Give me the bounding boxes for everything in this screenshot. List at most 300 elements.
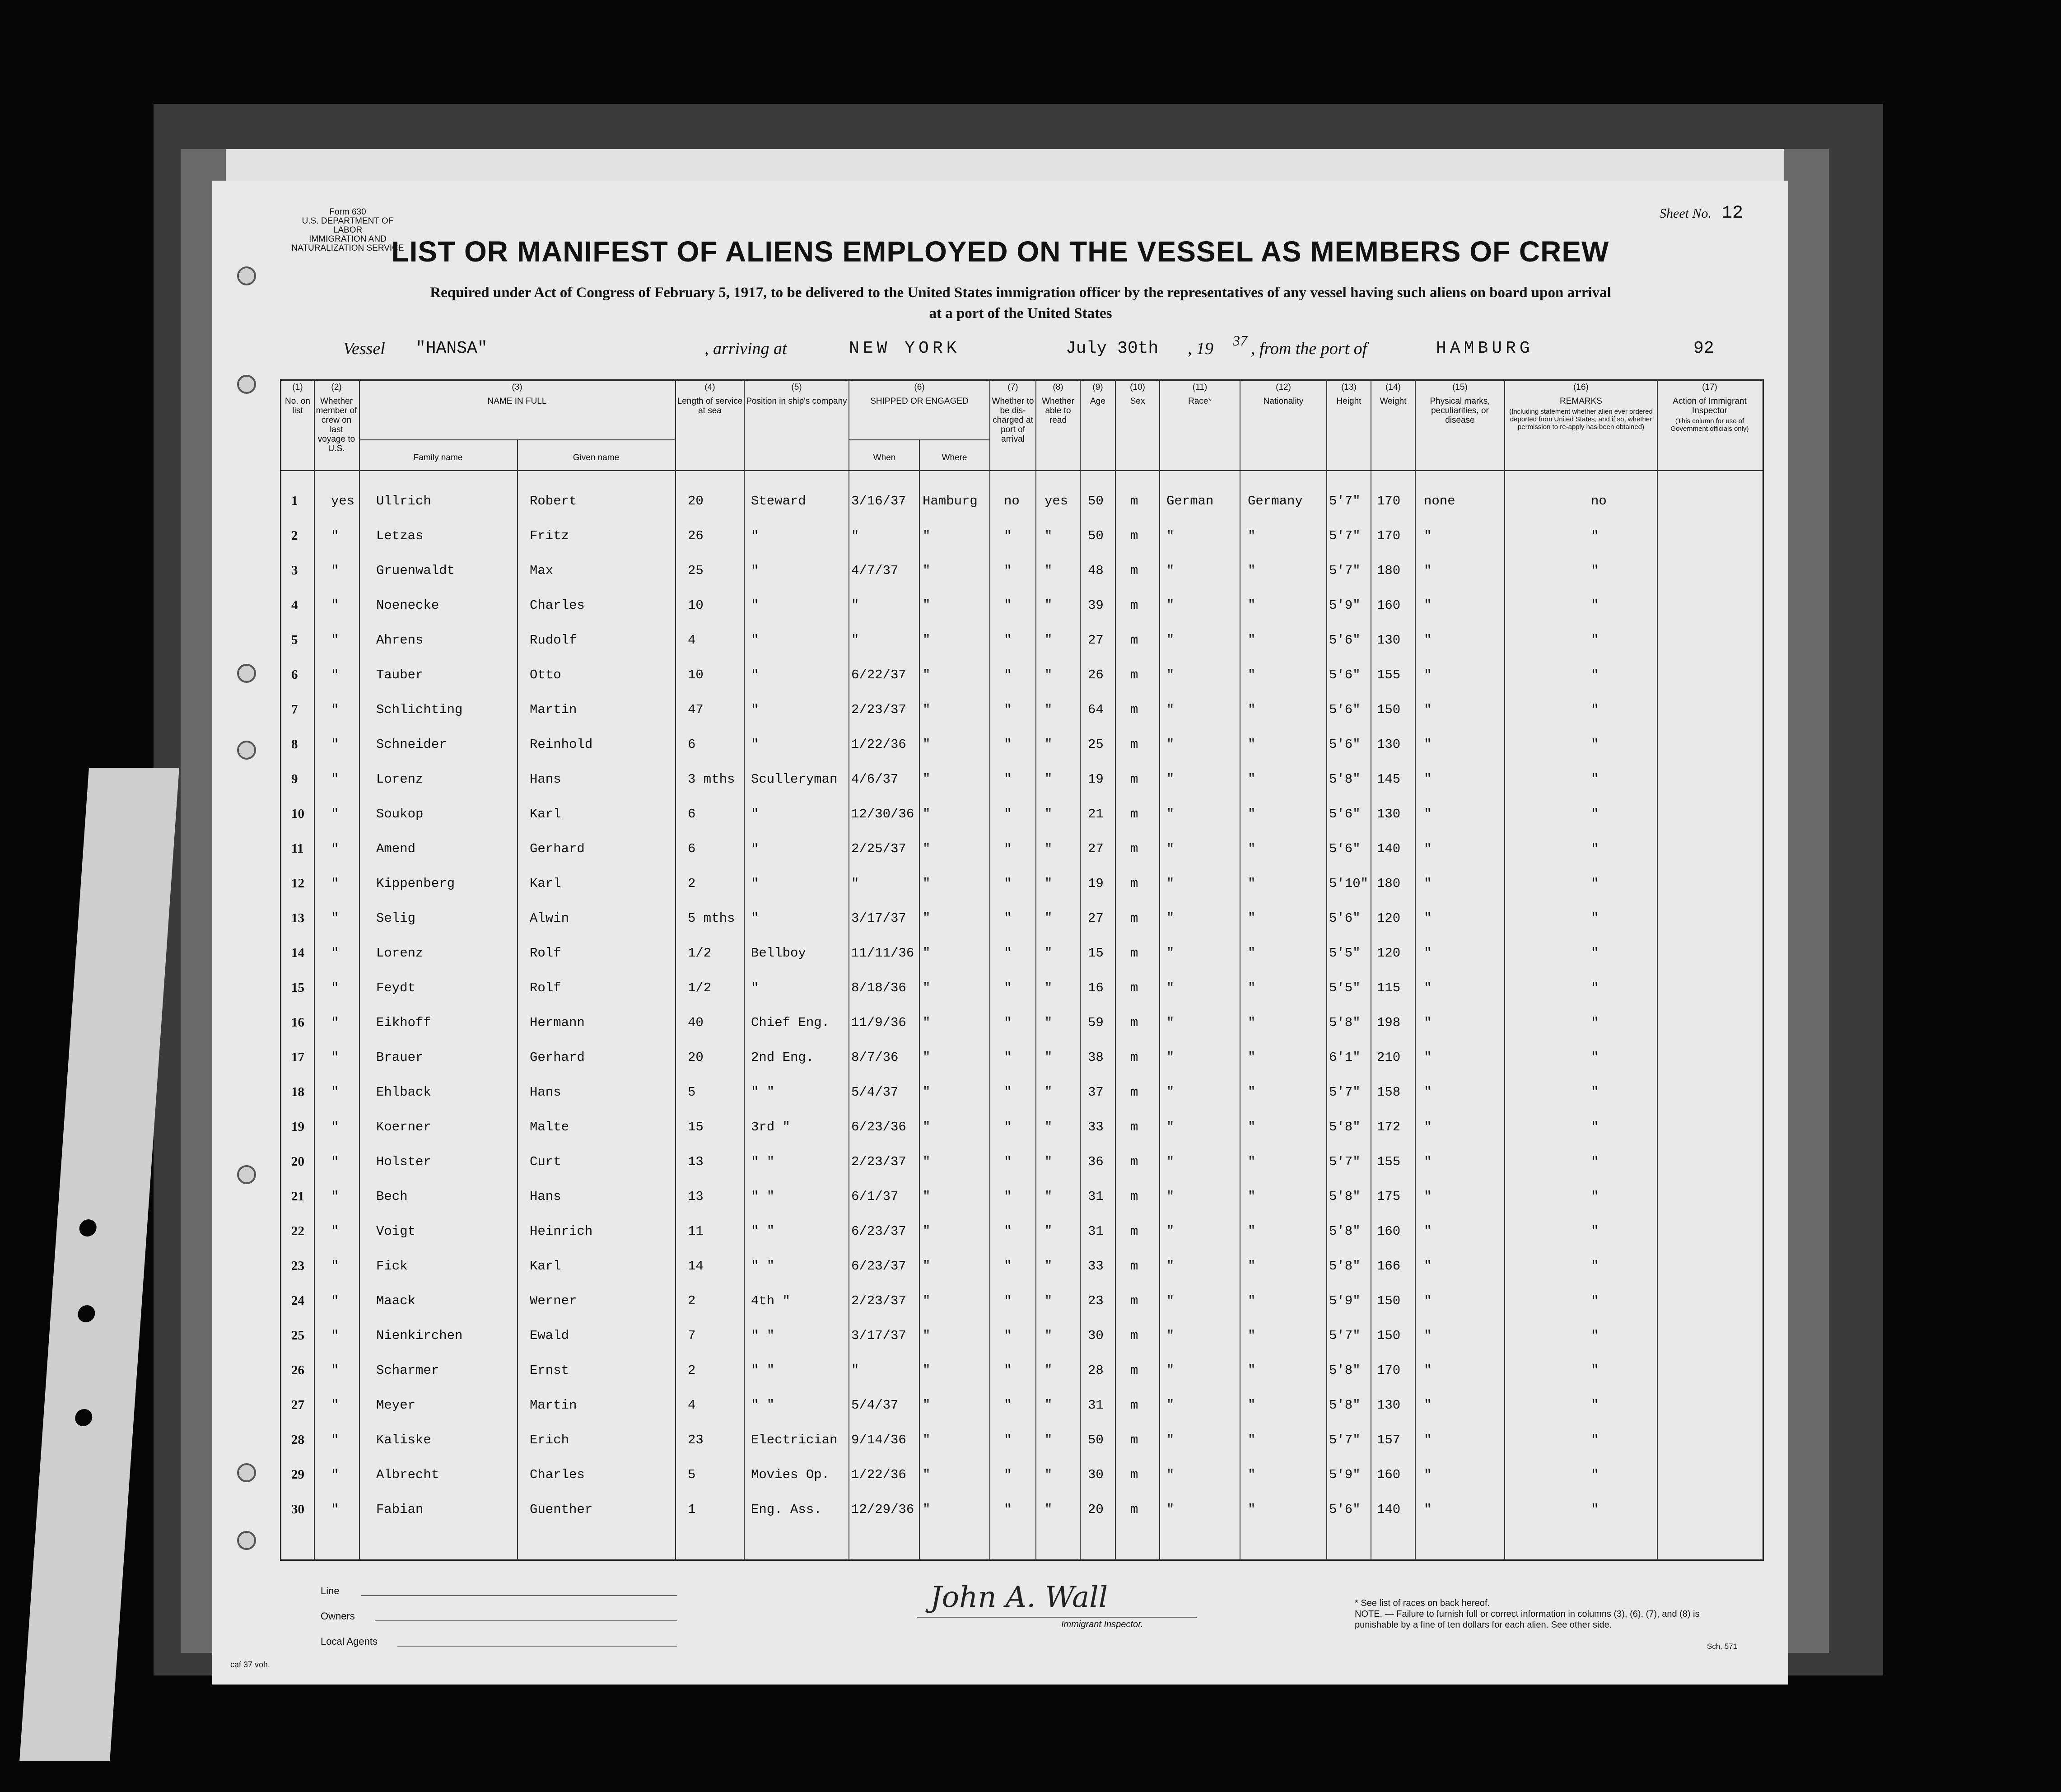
cell-position: ": [751, 737, 759, 752]
cell-discharge: ": [1004, 946, 1012, 961]
signature-line: [917, 1617, 1197, 1618]
cell-remarks: ": [1591, 807, 1599, 821]
cell-last-voyage: ": [331, 772, 339, 787]
cell-height: 5'9": [1329, 598, 1361, 613]
col-head-remarks: (16) REMARKS (Including statement whether alien ever ordered deported from United States, and if so, whether permission to re-apply has been obtained): [1509, 383, 1653, 431]
cell-discharge: ": [1004, 1328, 1012, 1343]
cell-read: ": [1044, 528, 1053, 543]
arrival-year: 37: [1233, 332, 1247, 349]
cell-weight: 210: [1377, 1050, 1401, 1065]
table-row: [281, 1259, 1763, 1277]
cell-last-voyage: ": [331, 980, 339, 995]
punch-hole: [237, 664, 256, 683]
cell-last-voyage: ": [331, 841, 339, 856]
cell-weight: 160: [1377, 598, 1401, 613]
column-rule: [1115, 381, 1116, 1559]
cell-height: 5'9": [1329, 1467, 1361, 1482]
cell-where: ": [923, 1293, 931, 1308]
cell-weight: 120: [1377, 946, 1401, 961]
table-row: [281, 1502, 1763, 1520]
cell-race: ": [1166, 1328, 1175, 1343]
cell-position: ": [751, 841, 759, 856]
cell-when: ": [851, 528, 859, 543]
cell-no: 26: [291, 1363, 304, 1377]
cell-discharge: ": [1004, 1085, 1012, 1100]
cell-read: ": [1044, 1502, 1053, 1517]
cell-height: 5'8": [1329, 1363, 1361, 1378]
cell-weight: 120: [1377, 911, 1401, 926]
cell-position: " ": [751, 1398, 775, 1413]
cell-family-name: Ahrens: [376, 633, 424, 648]
cell-race: ": [1166, 772, 1175, 787]
cell-discharge: ": [1004, 1050, 1012, 1065]
cell-age: 31: [1088, 1189, 1104, 1204]
cell-height: 5'7": [1329, 528, 1361, 543]
cell-height: 5'8": [1329, 1120, 1361, 1134]
cell-last-voyage: ": [331, 1050, 339, 1065]
cell-read: ": [1044, 633, 1053, 648]
cell-age: 28: [1088, 1363, 1104, 1378]
punch-hole: [237, 1165, 256, 1184]
cell-last-voyage: ": [331, 1502, 339, 1517]
cell-last-voyage: ": [331, 702, 339, 717]
local-agents-field: [397, 1646, 677, 1647]
cell-family-name: Feydt: [376, 980, 416, 995]
cell-service: 10: [688, 598, 704, 613]
cell-race: ": [1166, 980, 1175, 995]
cell-read: ": [1044, 1120, 1053, 1134]
cell-nationality: ": [1248, 1224, 1256, 1239]
cell-where: ": [923, 1328, 931, 1343]
cell-last-voyage: ": [331, 563, 339, 578]
cell-no: 16: [291, 1015, 304, 1030]
cell-physical-marks: ": [1424, 841, 1432, 856]
cell-service: 2: [688, 1293, 696, 1308]
cell-race: ": [1166, 1502, 1175, 1517]
cell-position: " ": [751, 1259, 775, 1274]
cell-race: ": [1166, 598, 1175, 613]
cell-physical-marks: ": [1424, 598, 1432, 613]
cell-position: Bellboy: [751, 946, 806, 961]
cell-no: 17: [291, 1050, 304, 1064]
cell-remarks: ": [1591, 1154, 1599, 1169]
cell-last-voyage: ": [331, 1120, 339, 1134]
cell-height: 5'7": [1329, 1154, 1361, 1169]
col-head-nationality: (12) Nationality: [1263, 383, 1304, 406]
cell-nationality: ": [1248, 1259, 1256, 1274]
cell-no: 20: [291, 1154, 304, 1169]
cell-race: ": [1166, 1259, 1175, 1274]
cell-weight: 180: [1377, 563, 1401, 578]
cell-physical-marks: ": [1424, 1502, 1432, 1517]
cell-read: ": [1044, 946, 1053, 961]
cell-physical-marks: ": [1424, 528, 1432, 543]
cell-last-voyage: ": [331, 1154, 339, 1169]
cell-sex: m: [1130, 494, 1138, 509]
cell-remarks: ": [1591, 841, 1599, 856]
cell-position: Sculleryman: [751, 772, 838, 787]
races-note: * See list of races on back hereof.: [1355, 1598, 1490, 1608]
cell-given-name: Curt: [530, 1154, 561, 1169]
crew-table: [280, 379, 1764, 1561]
cell-height: 5'6": [1329, 1502, 1361, 1517]
cell-where: ": [923, 702, 931, 717]
from-label: , from the port of: [1251, 339, 1367, 358]
cell-service: 1: [688, 1502, 696, 1517]
column-rule: [314, 381, 315, 1559]
cell-nationality: ": [1248, 1085, 1256, 1100]
department-name: U.S. DEPARTMENT OF LABOR: [302, 216, 394, 235]
sheet-label: Sheet No.: [1660, 206, 1711, 221]
cell-remarks: ": [1591, 1085, 1599, 1100]
cell-weight: 198: [1377, 1015, 1401, 1030]
cell-position: ": [751, 633, 759, 648]
column-rule: [517, 439, 518, 1559]
table-row: [281, 1085, 1763, 1103]
cell-read: ": [1044, 1467, 1053, 1482]
table-row: [281, 1189, 1763, 1207]
cell-when: 8/7/36: [851, 1050, 899, 1065]
cell-when: ": [851, 1363, 859, 1378]
cell-age: 33: [1088, 1259, 1104, 1274]
cell-sex: m: [1130, 876, 1138, 891]
cell-height: 5'6": [1329, 737, 1361, 752]
cell-when: 2/25/37: [851, 841, 906, 856]
cell-age: 38: [1088, 1050, 1104, 1065]
subtitle-line: Required under Act of Congress of February 5, 1917, to be delivered to the United States immigration officer by the representatives of any vessel having such aliens on board upon arrival: [430, 285, 1611, 301]
manifest-sheet: [212, 181, 1788, 1685]
cell-discharge: ": [1004, 1433, 1012, 1447]
year-prefix: , 19: [1188, 339, 1213, 358]
cell-service: 5: [688, 1085, 696, 1100]
column-rule: [919, 439, 920, 1559]
cell-when: 1/22/36: [851, 737, 906, 752]
cell-last-voyage: ": [331, 946, 339, 961]
cell-sex: m: [1130, 1050, 1138, 1065]
cell-remarks: ": [1591, 737, 1599, 752]
table-row: [281, 807, 1763, 825]
cell-remarks: ": [1591, 1189, 1599, 1204]
cell-discharge: ": [1004, 1224, 1012, 1239]
col-head-last-voyage: (2) Whether member of crew on last voyage to U.S.: [316, 383, 357, 453]
cell-read: ": [1044, 1363, 1053, 1378]
cell-where: Hamburg: [923, 494, 978, 509]
cell-no: 2: [291, 528, 298, 543]
cell-remarks: ": [1591, 702, 1599, 717]
cell-last-voyage: ": [331, 1467, 339, 1482]
column-rule: [1504, 381, 1505, 1559]
cell-remarks: ": [1591, 1224, 1599, 1239]
cell-no: 3: [291, 563, 298, 578]
binder-hole: [77, 1305, 96, 1322]
cell-weight: 160: [1377, 1224, 1401, 1239]
cell-nationality: ": [1248, 1120, 1256, 1134]
cell-sex: m: [1130, 563, 1138, 578]
cell-nationality: ": [1248, 563, 1256, 578]
cell-no: 30: [291, 1502, 304, 1517]
cell-race: ": [1166, 633, 1175, 648]
cell-race: ": [1166, 737, 1175, 752]
cell-race: ": [1166, 1189, 1175, 1204]
subtitle-line: at a port of the United States: [929, 305, 1112, 322]
penalty-note: NOTE. — Failure to furnish full or correct information in columns (3), (6), (7), and (8) is punishable by a fine of ten dollars for each alien. See other side.: [1355, 1609, 1700, 1630]
cell-where: ": [923, 1502, 931, 1517]
cell-service: 1/2: [688, 946, 712, 961]
cell-sex: m: [1130, 1467, 1138, 1482]
cell-where: ": [923, 772, 931, 787]
cell-weight: 145: [1377, 772, 1401, 787]
cell-family-name: Schlichting: [376, 702, 463, 717]
cell-when: 6/23/36: [851, 1120, 906, 1134]
cell-where: ": [923, 980, 931, 995]
cell-age: 31: [1088, 1398, 1104, 1413]
cell-age: 27: [1088, 911, 1104, 926]
cell-sex: m: [1130, 772, 1138, 787]
cell-where: ": [923, 807, 931, 821]
cell-service: 2: [688, 1363, 696, 1378]
col-head-read: (8) Whether able to read: [1042, 383, 1074, 425]
cell-nationality: ": [1248, 1328, 1256, 1343]
col-head-discharge: (7) Whether to be dis-charged at port of arrival: [992, 383, 1034, 444]
cell-height: 5'8": [1329, 1259, 1361, 1274]
cell-service: 47: [688, 702, 704, 717]
table-row: [281, 1328, 1763, 1346]
cell-service: 3 mths: [688, 772, 735, 787]
cell-physical-marks: ": [1424, 1328, 1432, 1343]
cell-given-name: Charles: [530, 1467, 585, 1482]
cell-given-name: Martin: [530, 1398, 577, 1413]
cell-nationality: ": [1248, 1015, 1256, 1030]
cell-when: 4/6/37: [851, 772, 899, 787]
cell-physical-marks: ": [1424, 737, 1432, 752]
cell-no: 18: [291, 1085, 304, 1099]
cell-discharge: ": [1004, 737, 1012, 752]
cell-remarks: ": [1591, 1293, 1599, 1308]
subhead-given-name: Given name: [573, 453, 620, 462]
cell-physical-marks: ": [1424, 772, 1432, 787]
cell-remarks: ": [1591, 633, 1599, 648]
cell-race: ": [1166, 946, 1175, 961]
underlying-page-edge: [226, 149, 1784, 185]
cell-last-voyage: yes: [331, 494, 355, 509]
cell-race: ": [1166, 702, 1175, 717]
cell-where: ": [923, 1189, 931, 1204]
cell-sex: m: [1130, 667, 1138, 682]
cell-height: 5'5": [1329, 980, 1361, 995]
table-row: [281, 563, 1763, 581]
cell-where: ": [923, 1015, 931, 1030]
cell-nationality: ": [1248, 633, 1256, 648]
cell-no: 23: [291, 1259, 304, 1273]
table-row: [281, 1224, 1763, 1242]
cell-service: 13: [688, 1189, 704, 1204]
cell-family-name: Maack: [376, 1293, 416, 1308]
cell-physical-marks: none: [1424, 494, 1455, 509]
cell-when: ": [851, 876, 859, 891]
cell-given-name: Karl: [530, 876, 561, 891]
column-rule: [1326, 381, 1327, 1559]
cell-weight: 155: [1377, 667, 1401, 682]
cell-race: ": [1166, 1015, 1175, 1030]
cell-sex: m: [1130, 911, 1138, 926]
cell-sex: m: [1130, 1328, 1138, 1343]
cell-discharge: ": [1004, 772, 1012, 787]
cell-physical-marks: ": [1424, 876, 1432, 891]
cell-physical-marks: ": [1424, 1050, 1432, 1065]
table-row: [281, 841, 1763, 859]
cell-position: " ": [751, 1085, 775, 1100]
table-row: [281, 946, 1763, 964]
cell-remarks: ": [1591, 1050, 1599, 1065]
cell-physical-marks: ": [1424, 1015, 1432, 1030]
cell-weight: 160: [1377, 1467, 1401, 1482]
vessel-label: Vessel: [343, 339, 385, 358]
cell-height: 5'9": [1329, 1293, 1361, 1308]
cell-discharge: ": [1004, 1363, 1012, 1378]
cell-last-voyage: ": [331, 1398, 339, 1413]
cell-age: 64: [1088, 702, 1104, 717]
cell-age: 37: [1088, 1085, 1104, 1100]
cell-service: 23: [688, 1433, 704, 1447]
cell-physical-marks: ": [1424, 1293, 1432, 1308]
cell-height: 5'7": [1329, 494, 1361, 509]
cell-race: ": [1166, 876, 1175, 891]
schedule-number: Sch. 571: [1707, 1642, 1738, 1651]
cell-age: 48: [1088, 563, 1104, 578]
cell-given-name: Guenther: [530, 1502, 593, 1517]
cell-given-name: Hans: [530, 1189, 561, 1204]
cell-read: ": [1044, 1328, 1053, 1343]
cell-discharge: ": [1004, 633, 1012, 648]
cell-weight: 150: [1377, 702, 1401, 717]
cell-where: ": [923, 946, 931, 961]
col-head-height: (13) Height: [1336, 383, 1362, 406]
cell-no: 10: [291, 807, 304, 821]
cell-given-name: Ewald: [530, 1328, 569, 1343]
cell-given-name: Martin: [530, 702, 577, 717]
cell-discharge: ": [1004, 702, 1012, 717]
cell-position: Steward: [751, 494, 806, 509]
cell-read: ": [1044, 667, 1053, 682]
cell-age: 16: [1088, 980, 1104, 995]
col-head-inspector-action: (17) Action of Immigrant Inspector (This column for use of Government officials only): [1670, 383, 1749, 433]
cell-position: 2nd Eng.: [751, 1050, 814, 1065]
cell-where: ": [923, 911, 931, 926]
column-rule: [989, 381, 990, 1559]
cell-given-name: Reinhold: [530, 737, 593, 752]
cell-sex: m: [1130, 598, 1138, 613]
cell-age: 19: [1088, 876, 1104, 891]
cell-weight: 140: [1377, 1502, 1401, 1517]
cell-where: ": [923, 1085, 931, 1100]
cell-nationality: ": [1248, 1293, 1256, 1308]
cell-family-name: Tauber: [376, 667, 424, 682]
column-rule: [1657, 381, 1658, 1559]
cell-height: 5'6": [1329, 633, 1361, 648]
cell-nationality: ": [1248, 980, 1256, 995]
cell-read: ": [1044, 702, 1053, 717]
cell-discharge: ": [1004, 807, 1012, 821]
cell-read: ": [1044, 980, 1053, 995]
cell-when: 3/17/37: [851, 911, 906, 926]
cell-family-name: Brauer: [376, 1050, 424, 1065]
cell-height: 5'6": [1329, 807, 1361, 821]
cell-weight: 115: [1377, 980, 1401, 995]
cell-remarks: ": [1591, 667, 1599, 682]
cell-sex: m: [1130, 702, 1138, 717]
cell-family-name: Eikhoff: [376, 1015, 431, 1030]
cell-when: 6/1/37: [851, 1189, 899, 1204]
cell-discharge: ": [1004, 876, 1012, 891]
cell-given-name: Rolf: [530, 980, 561, 995]
cell-height: 6'1": [1329, 1050, 1361, 1065]
cell-age: 26: [1088, 667, 1104, 682]
cell-race: ": [1166, 807, 1175, 821]
cell-age: 21: [1088, 807, 1104, 821]
cell-age: 23: [1088, 1293, 1104, 1308]
col-head-physical-marks: (15) Physical marks, peculiarities, or disease: [1430, 383, 1490, 425]
cell-remarks: ": [1591, 1015, 1599, 1030]
cell-height: 5'6": [1329, 911, 1361, 926]
cell-nationality: ": [1248, 737, 1256, 752]
cell-weight: 172: [1377, 1120, 1401, 1134]
cell-age: 36: [1088, 1154, 1104, 1169]
cell-physical-marks: ": [1424, 946, 1432, 961]
cell-race: ": [1166, 563, 1175, 578]
cell-last-voyage: ": [331, 1224, 339, 1239]
column-rule: [359, 381, 360, 1559]
header-rule: [281, 470, 1763, 471]
cell-no: 24: [291, 1293, 304, 1308]
cell-position: ": [751, 528, 759, 543]
cell-remarks: ": [1591, 772, 1599, 787]
cell-remarks: ": [1591, 528, 1599, 543]
cell-family-name: Koerner: [376, 1120, 431, 1134]
cell-when: 11/11/36: [851, 946, 914, 961]
cell-sex: m: [1130, 980, 1138, 995]
cell-service: 20: [688, 494, 704, 509]
cell-nationality: ": [1248, 528, 1256, 543]
cell-sex: m: [1130, 1293, 1138, 1308]
cell-given-name: Rolf: [530, 946, 561, 961]
punch-hole: [237, 1463, 256, 1482]
cell-family-name: Amend: [376, 841, 416, 856]
cell-position: Electrician: [751, 1433, 838, 1447]
cell-when: 8/18/36: [851, 980, 906, 995]
cell-given-name: Robert: [530, 494, 577, 509]
cell-age: 19: [1088, 772, 1104, 787]
cell-discharge: ": [1004, 1189, 1012, 1204]
cell-when: 11/9/36: [851, 1015, 906, 1030]
cell-where: ": [923, 841, 931, 856]
cell-physical-marks: ": [1424, 1259, 1432, 1274]
cell-service: 6: [688, 841, 696, 856]
cell-nationality: ": [1248, 807, 1256, 821]
arrival-port: NEW YORK: [849, 339, 961, 358]
cell-age: 27: [1088, 841, 1104, 856]
cell-weight: 158: [1377, 1085, 1401, 1100]
cell-when: ": [851, 598, 859, 613]
cell-no: 6: [291, 667, 298, 682]
cell-last-voyage: ": [331, 1363, 339, 1378]
cell-remarks: ": [1591, 563, 1599, 578]
cell-given-name: Otto: [530, 667, 561, 682]
cell-last-voyage: ": [331, 1433, 339, 1447]
cell-family-name: Schneider: [376, 737, 447, 752]
cell-given-name: Charles: [530, 598, 585, 613]
cell-when: 4/7/37: [851, 563, 899, 578]
cell-no: 22: [291, 1224, 304, 1238]
